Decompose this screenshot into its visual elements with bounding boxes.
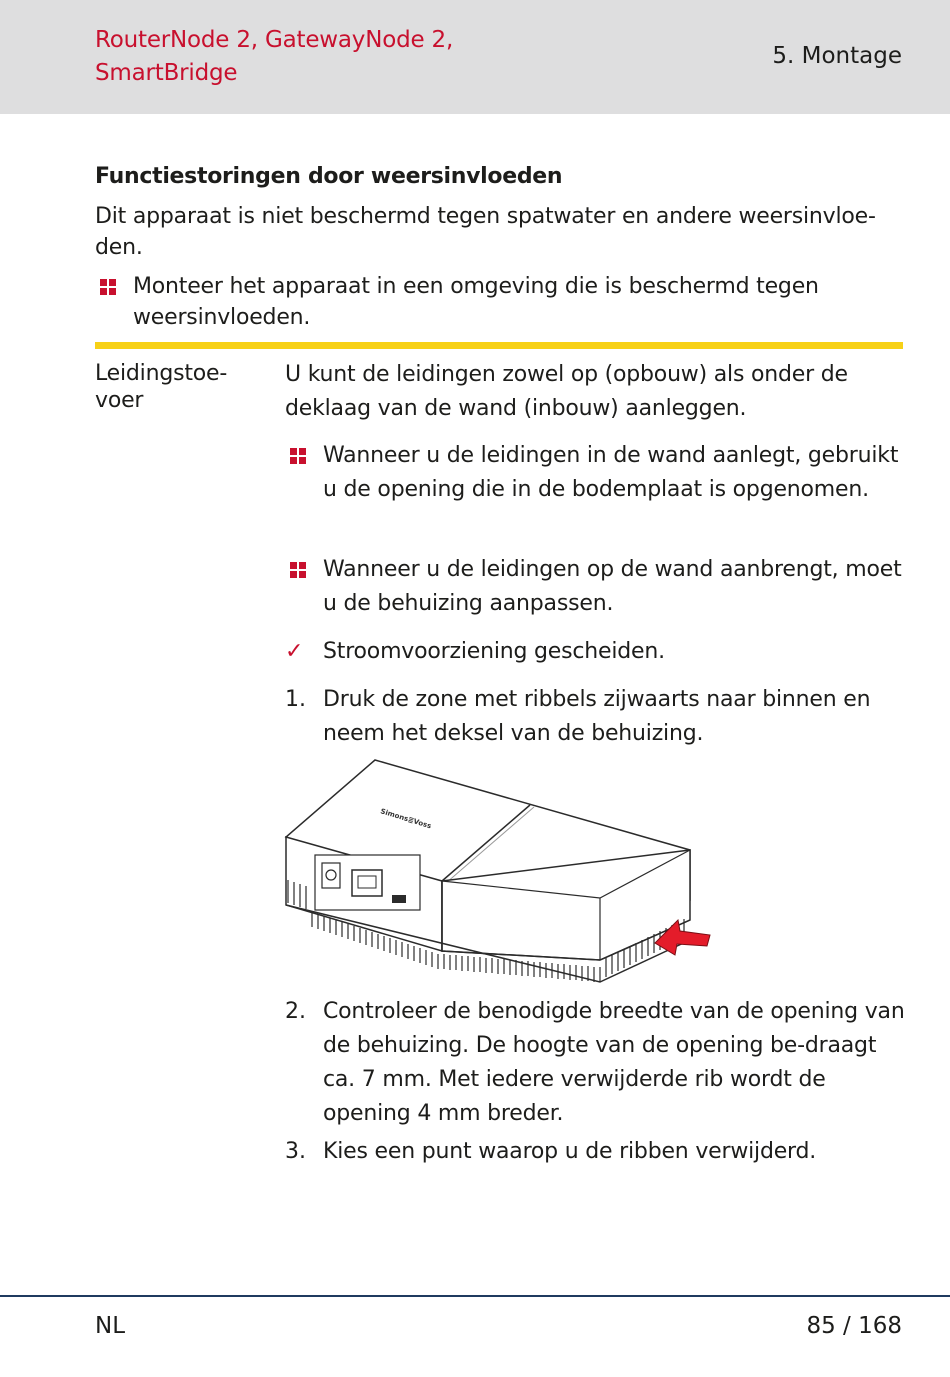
precondition-item <box>285 635 905 669</box>
footer-divider <box>0 1295 950 1297</box>
four-squares-icon <box>100 279 116 295</box>
checkmark-icon: ✓ <box>285 639 304 664</box>
list-item <box>285 439 905 507</box>
list-item <box>285 553 905 621</box>
step-text: Kies een punt waarop u de ribben verwijderd. <box>323 1139 817 1164</box>
precondition-text: Stroomvoorziening gescheiden. <box>323 639 665 664</box>
section-label-line2: voer <box>95 388 144 413</box>
device-illustration <box>280 755 720 995</box>
product-title-line2: SmartBridge <box>95 60 238 86</box>
step-number: 1. <box>285 687 306 712</box>
bullet-text: Wanneer u de leidingen in de wand aanlegt, gebruikt u de opening die in de bodemplaat is opgenomen. <box>323 443 899 502</box>
warning-divider <box>95 342 903 349</box>
page-number: 85 / 168 <box>806 1313 902 1339</box>
step-item <box>285 683 905 751</box>
section-label <box>95 360 255 414</box>
step-number: 3. <box>285 1139 306 1164</box>
section-intro-block <box>285 358 905 426</box>
bullet-text: Wanneer u de leidingen op de wand aanbrengt, moet u de behuizing aanpassen. <box>323 557 902 616</box>
four-squares-icon <box>290 448 306 464</box>
warning-bullet-text: Monteer het apparaat in een omgeving die is beschermd tegen weersinvloeden. <box>133 274 819 330</box>
warning-text: Dit apparaat is niet beschermd tegen spatwater en andere weersinvloe-den. <box>95 204 876 260</box>
step-item <box>285 995 905 1131</box>
page-header <box>0 0 950 114</box>
section-label-line1: Leidingstoe- <box>95 361 228 386</box>
warning-bullet <box>100 271 905 333</box>
warning-heading: Functiestoringen door weersinvloeden <box>95 164 563 189</box>
product-title-line1: RouterNode 2, GatewayNode 2, <box>95 27 454 53</box>
step-text: Druk de zone met ribbels zijwaarts naar binnen en neem het deksel van de behuizing. <box>323 687 871 746</box>
step-number: 2. <box>285 999 306 1024</box>
four-squares-icon <box>290 562 306 578</box>
device-brand-label: Simons≣Voss <box>379 807 433 831</box>
step-text: Controleer de benodigde breedte van de opening van de behuizing. De hoogte van de opening be-draagt ca. 7 mm. Met iedere verwijderde rib wordt de opening 4 mm breder. <box>323 999 905 1126</box>
footer-language: NL <box>95 1313 126 1339</box>
step-item <box>285 1135 905 1169</box>
chapter-title: 5. Montage <box>772 43 902 69</box>
product-title <box>95 24 555 90</box>
section-intro: U kunt de leidingen zowel op (opbouw) als onder de deklaag van de wand (inbouw) aanleggen. <box>285 362 848 421</box>
